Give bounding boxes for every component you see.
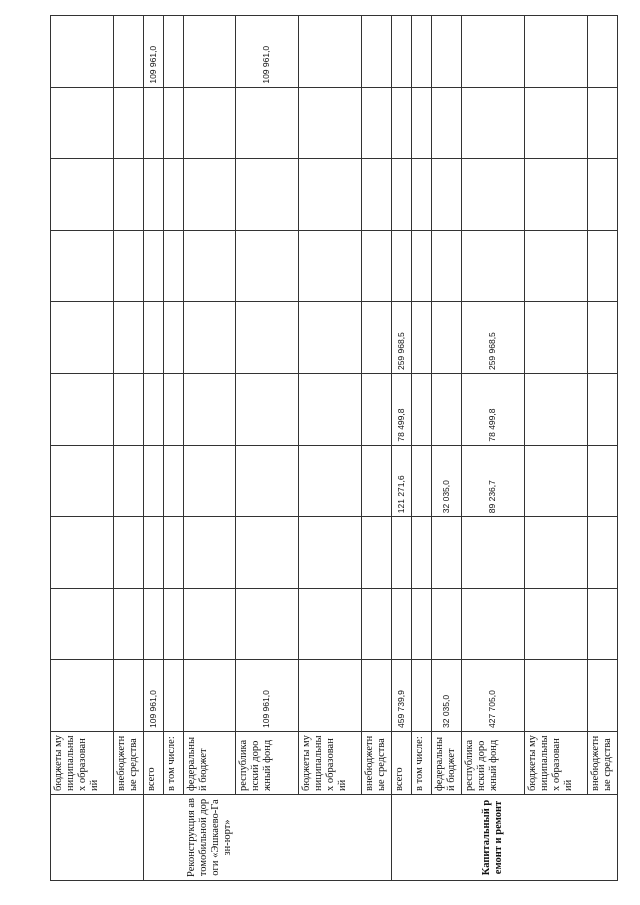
value-cell [362, 374, 392, 446]
value-cell [525, 588, 588, 660]
value-cell: 109 961,0 [144, 660, 164, 732]
value-cell [462, 230, 525, 302]
value-cell [299, 16, 362, 88]
value-cell [412, 445, 432, 517]
value-cell: 32 035,0 [432, 660, 462, 732]
value-cell [432, 302, 462, 374]
value-cell [144, 159, 164, 231]
value-cell [299, 230, 362, 302]
value-cell [236, 374, 299, 446]
value-cell [164, 16, 184, 88]
value-cell [588, 445, 618, 517]
funding-source: федеральный бюджет [432, 732, 462, 795]
value-cell [144, 374, 164, 446]
value-cell [412, 159, 432, 231]
value-cell: 259 968,5 [392, 302, 412, 374]
table-row [362, 16, 392, 881]
value-cell [462, 588, 525, 660]
value-cell [144, 230, 164, 302]
value-cell [236, 87, 299, 159]
program-name-cell [412, 795, 432, 881]
value-cell [588, 302, 618, 374]
value-cell [432, 230, 462, 302]
funding-source: внебюджетные средства [588, 732, 618, 795]
value-cell [412, 374, 432, 446]
value-cell [184, 302, 236, 374]
table-row [525, 16, 588, 881]
value-cell [164, 374, 184, 446]
program-name-cell [588, 795, 618, 881]
table-row [412, 16, 432, 881]
table-row [432, 16, 462, 881]
value-cell [299, 87, 362, 159]
value-cell [362, 588, 392, 660]
value-cell [525, 374, 588, 446]
value-cell [412, 16, 432, 88]
value-cell: 427 705,0 [462, 660, 525, 732]
value-cell [525, 445, 588, 517]
value-cell [299, 660, 362, 732]
program-name-cell [462, 795, 525, 881]
value-cell [114, 230, 144, 302]
program-name-cell [299, 795, 362, 881]
value-cell [432, 87, 462, 159]
table-row [392, 16, 412, 881]
value-cell [392, 16, 412, 88]
value-cell [164, 87, 184, 159]
funding-source: бюджеты муниципальных образований [51, 732, 114, 795]
value-cell [114, 588, 144, 660]
value-cell [462, 159, 525, 231]
value-cell [432, 16, 462, 88]
value-cell [51, 159, 114, 231]
value-cell [164, 660, 184, 732]
value-cell: 78 499,8 [392, 374, 412, 446]
value-cell [164, 159, 184, 231]
value-cell [114, 159, 144, 231]
funding-source: внебюджетные средства [114, 732, 144, 795]
value-cell [51, 660, 114, 732]
value-cell [164, 588, 184, 660]
value-cell [525, 302, 588, 374]
value-cell [392, 87, 412, 159]
value-cell [164, 230, 184, 302]
value-cell [184, 230, 236, 302]
value-cell [588, 16, 618, 88]
value-cell [412, 87, 432, 159]
program-name-cell [362, 795, 392, 881]
value-cell [184, 660, 236, 732]
value-cell [236, 159, 299, 231]
value-cell [164, 302, 184, 374]
funding-source: федеральный бюджет [184, 732, 236, 795]
value-cell [299, 517, 362, 589]
program-name-cell [432, 795, 462, 881]
value-cell [51, 302, 114, 374]
value-cell [184, 159, 236, 231]
funding-source: бюджеты муниципальных образований [525, 732, 588, 795]
program-name-cell [51, 795, 114, 881]
value-cell [462, 517, 525, 589]
budget-table [50, 15, 618, 881]
value-cell [164, 517, 184, 589]
value-cell [51, 588, 114, 660]
value-cell [114, 660, 144, 732]
value-cell [164, 445, 184, 517]
funding-source: в том числе: [412, 732, 432, 795]
value-cell [412, 230, 432, 302]
funding-source: республиканский дорожный фонд [236, 732, 299, 795]
value-cell [432, 588, 462, 660]
value-cell [299, 445, 362, 517]
table-row [144, 16, 164, 881]
value-cell [299, 374, 362, 446]
value-cell [432, 374, 462, 446]
table-row [299, 16, 362, 881]
value-cell: 109 961,0 [236, 660, 299, 732]
program-name-cell [184, 795, 236, 881]
program-name-cell [144, 795, 164, 881]
value-cell [412, 302, 432, 374]
value-cell [184, 588, 236, 660]
value-cell: 109 961,0 [236, 16, 299, 88]
value-cell [144, 517, 164, 589]
value-cell [392, 517, 412, 589]
table-row [236, 16, 299, 881]
value-cell [236, 302, 299, 374]
program-name: Капитальный ремонт и ремонт [481, 799, 505, 876]
funding-source: всего [144, 732, 164, 795]
value-cell [588, 588, 618, 660]
value-cell: 32 035,0 [432, 445, 462, 517]
value-cell [236, 517, 299, 589]
table-row [462, 16, 525, 881]
value-cell [588, 517, 618, 589]
value-cell [432, 517, 462, 589]
value-cell [299, 588, 362, 660]
value-cell [462, 16, 525, 88]
value-cell [184, 374, 236, 446]
value-cell [412, 517, 432, 589]
value-cell [392, 588, 412, 660]
value-cell [588, 660, 618, 732]
value-cell [462, 87, 525, 159]
value-cell [236, 230, 299, 302]
value-cell [51, 445, 114, 517]
program-name-cell [392, 795, 412, 881]
value-cell [362, 660, 392, 732]
value-cell [114, 87, 144, 159]
value-cell [184, 445, 236, 517]
program-name-cell [164, 795, 184, 881]
table-row [114, 16, 144, 881]
value-cell: 459 739,9 [392, 660, 412, 732]
value-cell [236, 588, 299, 660]
value-cell [362, 87, 392, 159]
funding-source: всего [392, 732, 412, 795]
value-cell [114, 16, 144, 88]
value-cell [588, 159, 618, 231]
value-cell [144, 302, 164, 374]
value-cell: 78 499,8 [462, 374, 525, 446]
value-cell [299, 302, 362, 374]
program-name-cell [114, 795, 144, 881]
table-row [184, 16, 236, 881]
value-cell: 109 961,0 [144, 16, 164, 88]
value-cell [432, 159, 462, 231]
value-cell [525, 660, 588, 732]
value-cell [51, 230, 114, 302]
value-cell [525, 87, 588, 159]
value-cell [114, 517, 144, 589]
table-row [51, 16, 114, 881]
value-cell: 121 271,6 [392, 445, 412, 517]
value-cell [412, 660, 432, 732]
value-cell [184, 16, 236, 88]
value-cell [114, 445, 144, 517]
value-cell [184, 87, 236, 159]
value-cell [51, 517, 114, 589]
value-cell [362, 159, 392, 231]
value-cell [144, 87, 164, 159]
funding-source: в том числе: [164, 732, 184, 795]
program-name: Реконструкция автомобильной дороги «Эшкаево-Газн-юрт» [185, 798, 233, 877]
value-cell [114, 302, 144, 374]
value-cell [588, 374, 618, 446]
value-cell [362, 302, 392, 374]
table-row [588, 16, 618, 881]
value-cell [144, 445, 164, 517]
value-cell [525, 517, 588, 589]
value-cell [51, 87, 114, 159]
value-cell [362, 230, 392, 302]
value-cell [114, 374, 144, 446]
value-cell [51, 16, 114, 88]
value-cell [362, 445, 392, 517]
value-cell [525, 159, 588, 231]
value-cell [412, 588, 432, 660]
value-cell [525, 230, 588, 302]
table-row [164, 16, 184, 881]
value-cell [184, 517, 236, 589]
value-cell: 89 236,7 [462, 445, 525, 517]
value-cell [588, 230, 618, 302]
funding-source: внебюджетные средства [362, 732, 392, 795]
value-cell [362, 16, 392, 88]
value-cell [392, 230, 412, 302]
value-cell [525, 16, 588, 88]
value-cell [362, 517, 392, 589]
program-name-cell [525, 795, 588, 881]
value-cell [392, 159, 412, 231]
value-cell: 259 968,5 [462, 302, 525, 374]
value-cell [236, 445, 299, 517]
program-name-cell [236, 795, 299, 881]
funding-source: бюджеты муниципальных образований [299, 732, 362, 795]
value-cell [588, 87, 618, 159]
value-cell [144, 588, 164, 660]
value-cell [51, 374, 114, 446]
value-cell [299, 159, 362, 231]
funding-source: республиканский дорожный фонд [462, 732, 525, 795]
